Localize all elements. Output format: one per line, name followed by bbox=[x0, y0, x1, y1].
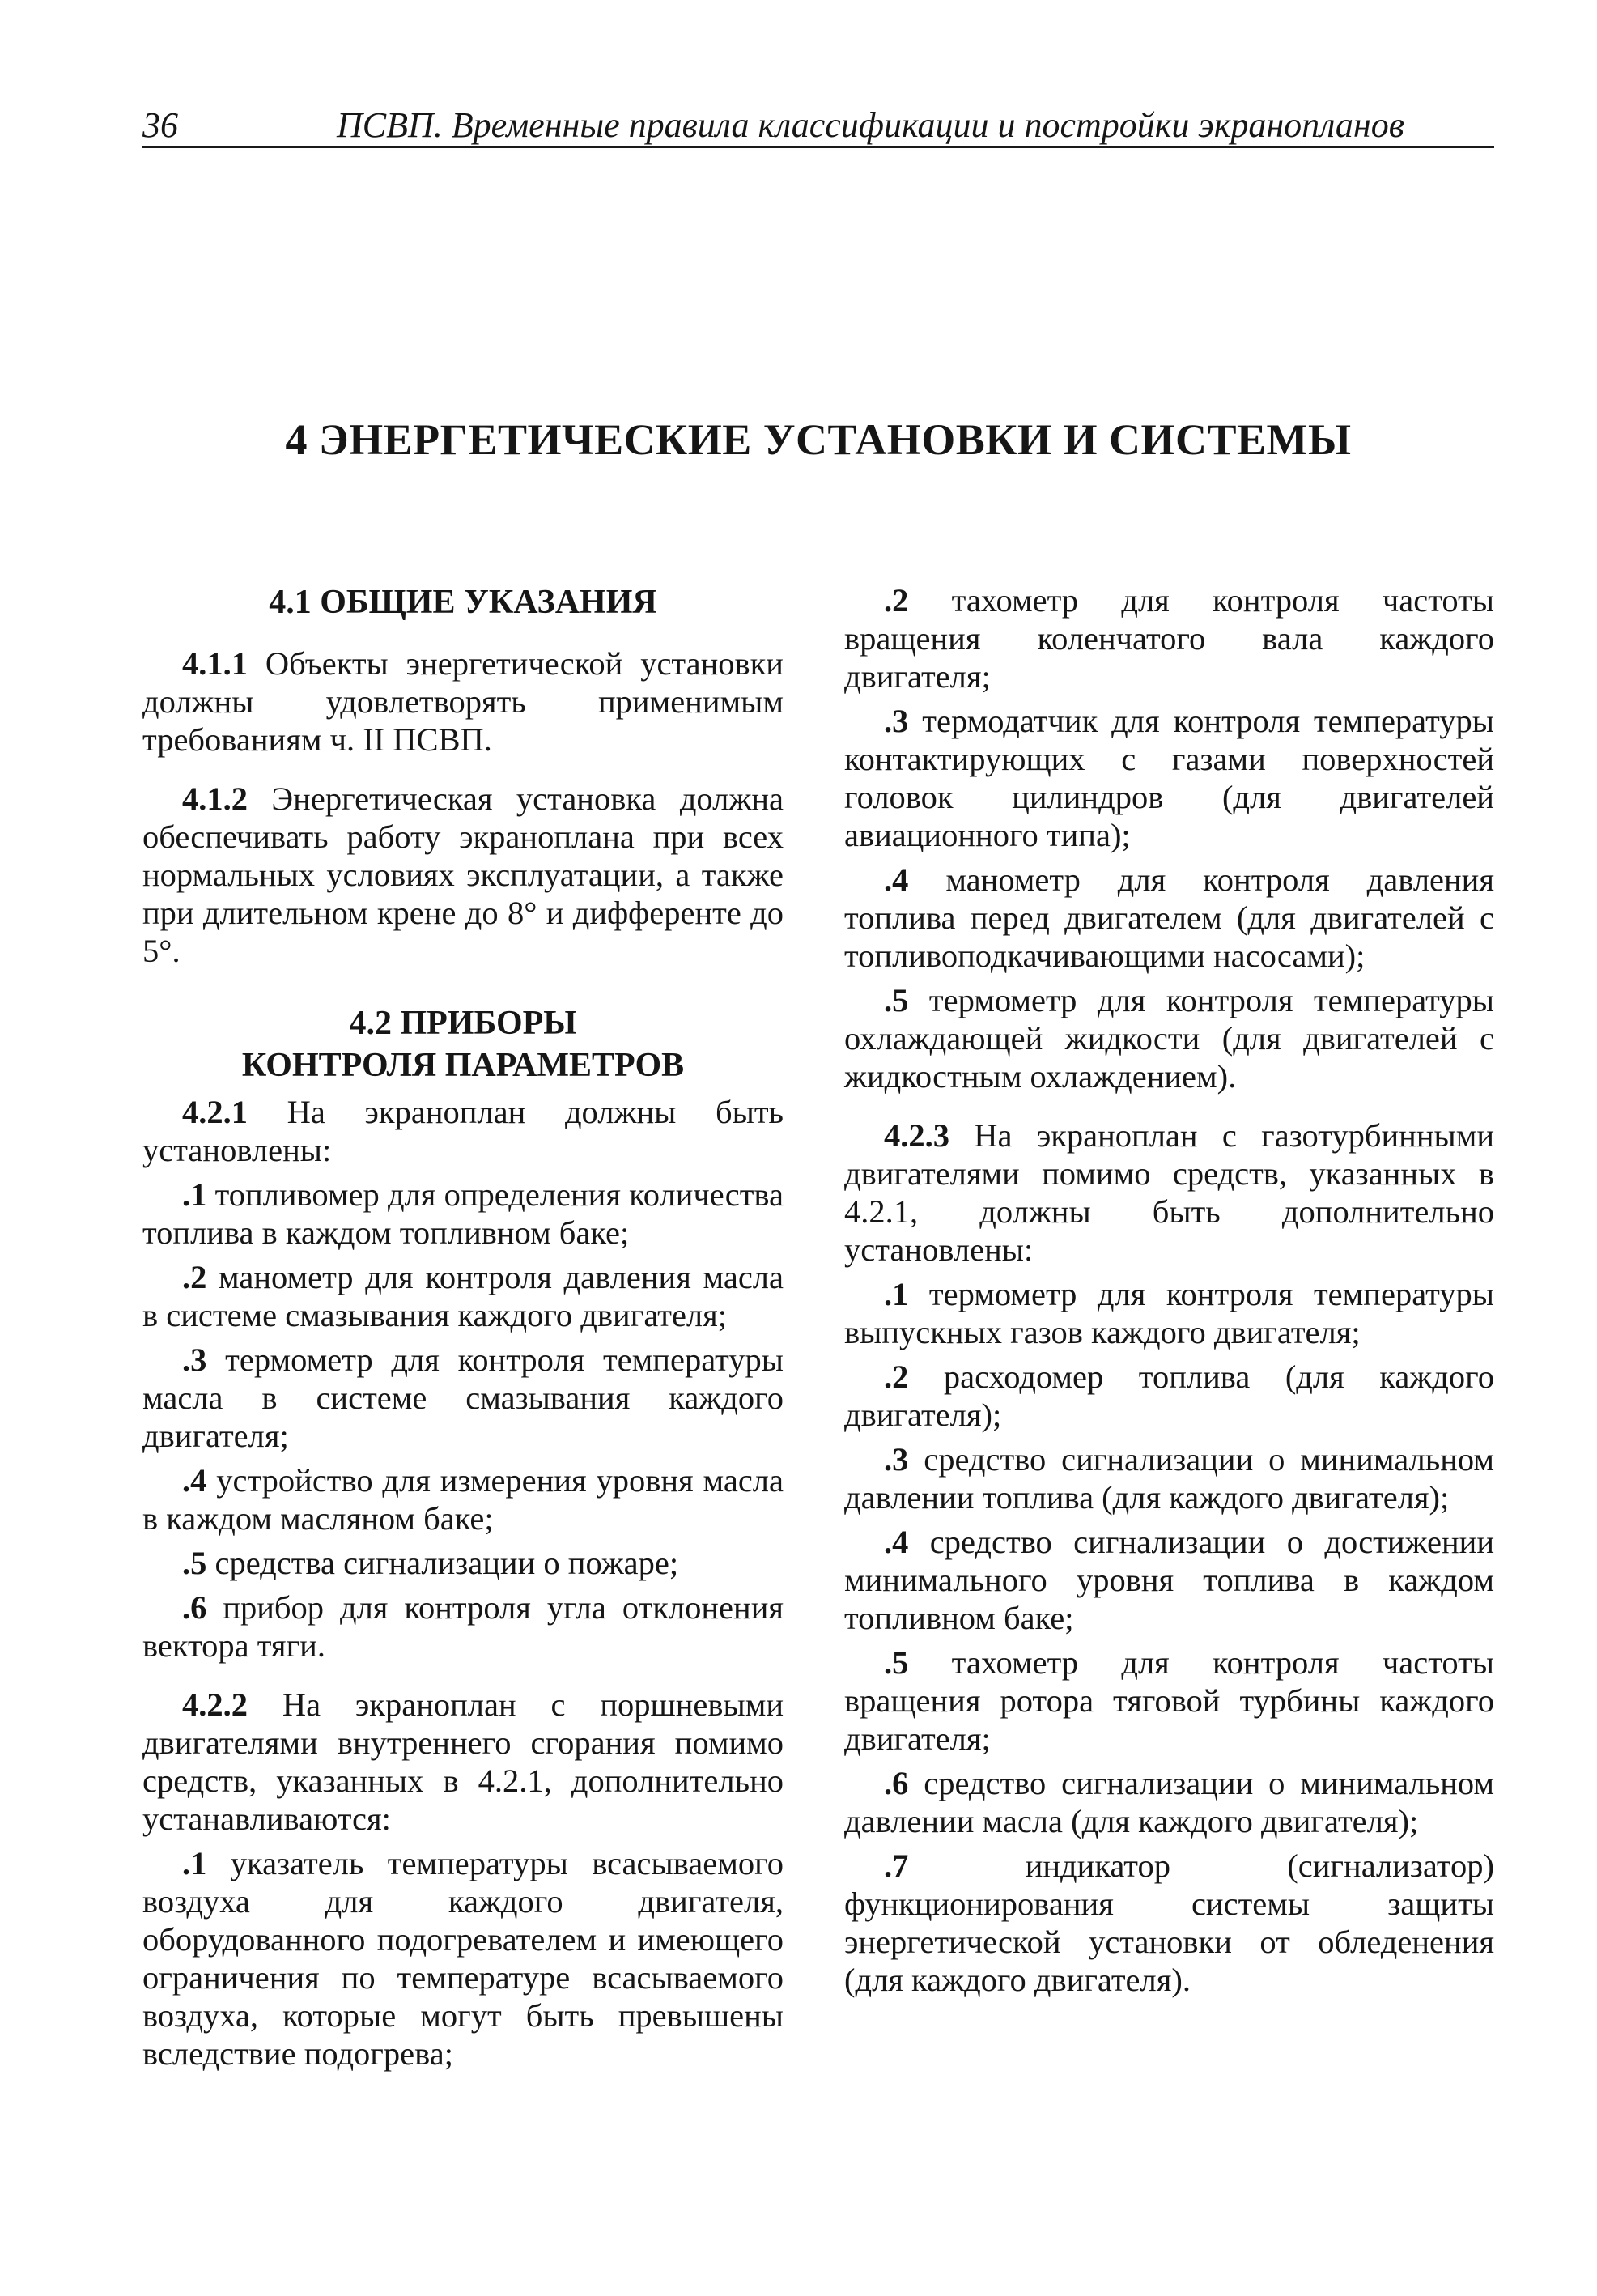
paragraph-4-2-1 bbox=[142, 1093, 784, 1169]
item-text: указатель температуры всасываемого воздуха для каждого двигателя, оборудованного подогревателем и имеющего ограничения по температуре всасываемого воздуха, которые могут быть превышены вследствие подогрева; bbox=[142, 1845, 784, 2072]
item-text: манометр для контроля давления топлива перед двигателем (для двигателей с топливоподкачивающими насосами); bbox=[844, 861, 1494, 974]
list-item bbox=[844, 1643, 1494, 1758]
list-item bbox=[844, 1440, 1494, 1516]
list-item bbox=[142, 1341, 784, 1455]
item-text: средства сигнализации о пожаре; bbox=[206, 1545, 679, 1581]
item-number: .4 bbox=[884, 861, 909, 898]
paragraph-number: 4.2.3 bbox=[884, 1117, 949, 1154]
item-text: прибор для контроля угла отклонения вектора тяги. bbox=[142, 1589, 784, 1664]
item-text: тахометр для контроля частоты вращения коленчатого вала каждого двигателя; bbox=[844, 582, 1494, 695]
item-text: тахометр для контроля частоты вращения ротора тяговой турбины каждого двигателя; bbox=[844, 1644, 1494, 1757]
item-number: .7 bbox=[884, 1847, 909, 1884]
paragraph-text: На экраноплан с газотурбинными двигателями помимо средств, указанных в 4.2.1, должны быть дополнительно установлены: bbox=[844, 1117, 1494, 1268]
item-number: .1 bbox=[884, 1276, 909, 1312]
right-column bbox=[844, 581, 1494, 1999]
paragraph-text: На экраноплан с поршневыми двигателями внутреннего сгорания помимо средств, указанных в 4.2.1, дополнительно устанавливаются: bbox=[142, 1686, 784, 1837]
section-title-4-1: 4.1 ОБЩИЕ УКАЗАНИЯ bbox=[269, 584, 657, 621]
page-number: 36 bbox=[142, 105, 178, 145]
list-item bbox=[142, 1544, 784, 1582]
list-item bbox=[844, 1847, 1494, 1999]
item-text: термометр для контроля температуры выпускных газов каждого двигателя; bbox=[844, 1276, 1494, 1350]
paragraph-number: 4.2.1 bbox=[182, 1094, 248, 1130]
item-number: .2 bbox=[884, 1358, 909, 1395]
item-text: термометр для контроля температуры охлаждающей жидкости (для двигателей с жидкостным охлаждением). bbox=[844, 982, 1494, 1095]
paragraph-text: Объекты энергетической установки должны удовлетворять применимым требованиям ч. II ПСВП. bbox=[142, 645, 784, 758]
item-number: .5 bbox=[884, 982, 909, 1018]
list-item bbox=[844, 1523, 1494, 1637]
item-number: .6 bbox=[884, 1765, 909, 1801]
item-number: .2 bbox=[182, 1259, 207, 1295]
item-text: средство сигнализации о достижении минимального уровня топлива в каждом топливном баке; bbox=[844, 1524, 1494, 1636]
paragraph-4-1-2 bbox=[142, 780, 784, 970]
paragraph-4-2-3 bbox=[844, 1116, 1494, 1269]
item-number: .5 bbox=[884, 1644, 909, 1681]
list-item bbox=[844, 861, 1494, 975]
chapter-title: 4 ЭНЕРГЕТИЧЕСКИЕ УСТАНОВКИ И СИСТЕМЫ bbox=[285, 415, 1352, 464]
paragraph-text: На экраноплан должны быть установлены: bbox=[142, 1094, 784, 1168]
item-number: .3 bbox=[182, 1341, 207, 1378]
item-number: .6 bbox=[182, 1589, 207, 1626]
list-item bbox=[844, 702, 1494, 854]
paragraph-number: 4.1.2 bbox=[182, 780, 248, 817]
paragraph-number: 4.2.2 bbox=[182, 1686, 248, 1723]
item-number: .4 bbox=[182, 1462, 207, 1499]
item-text: топливомер для определения количества топлива в каждом топливном баке; bbox=[142, 1176, 784, 1251]
item-number: .3 bbox=[884, 703, 909, 739]
item-number: .1 bbox=[182, 1845, 207, 1881]
item-text: термометр для контроля температуры масла в системе смазывания каждого двигателя; bbox=[142, 1341, 784, 1454]
item-text: средство сигнализации о минимальном давлении топлива (для каждого двигателя); bbox=[844, 1441, 1494, 1516]
item-text: термодатчик для контроля температуры контактирующих с газами поверхностей головок цилиндров (для двигателей авиационного типа); bbox=[844, 703, 1494, 853]
item-text: расходомер топлива (для каждого двигателя); bbox=[844, 1358, 1494, 1433]
left-column bbox=[142, 581, 784, 2073]
paragraph-number: 4.1.1 bbox=[182, 645, 248, 682]
section-title-line: 4.2 ПРИБОРЫ bbox=[349, 1005, 577, 1042]
list-item bbox=[844, 1764, 1494, 1840]
item-text: устройство для измерения уровня масла в каждом масляном баке; bbox=[142, 1462, 784, 1537]
list-item bbox=[142, 1588, 784, 1665]
paragraph-text: Энергетическая установка должна обеспечивать работу экраноплана при всех нормальных условиях эксплуатации, а также при длительном крене до 8° и дифференте до 5°. bbox=[142, 780, 784, 969]
section-title-line: КОНТРОЛЯ ПАРАМЕТРОВ bbox=[241, 1047, 685, 1084]
list-item bbox=[142, 1461, 784, 1537]
list-item bbox=[142, 1258, 784, 1334]
item-number: .3 bbox=[884, 1441, 909, 1478]
paragraph-4-2-2 bbox=[142, 1686, 784, 1838]
item-number: .1 bbox=[182, 1176, 207, 1213]
list-item bbox=[844, 981, 1494, 1095]
item-text: индикатор (сигнализатор) функционирования системы защиты энергетической установки от обледенения (для каждого двигателя). bbox=[844, 1847, 1494, 1998]
running-title: ПСВП. Временные правила классификации и постройки экранопланов bbox=[337, 105, 1404, 145]
list-item bbox=[142, 1176, 784, 1252]
item-text: манометр для контроля давления масла в системе смазывания каждого двигателя; bbox=[142, 1259, 784, 1333]
list-item bbox=[844, 1275, 1494, 1351]
list-item bbox=[844, 1358, 1494, 1434]
item-number: .2 bbox=[884, 582, 909, 619]
item-number: .5 bbox=[182, 1545, 207, 1581]
item-text: средство сигнализации о минимальном давлении масла (для каждого двигателя); bbox=[844, 1765, 1494, 1839]
list-item bbox=[142, 1844, 784, 2073]
paragraph-4-1-1 bbox=[142, 644, 784, 759]
item-number: .4 bbox=[884, 1524, 909, 1560]
page-header bbox=[142, 105, 1494, 148]
section-title-4-2 bbox=[142, 1002, 784, 1086]
list-item bbox=[844, 581, 1494, 695]
